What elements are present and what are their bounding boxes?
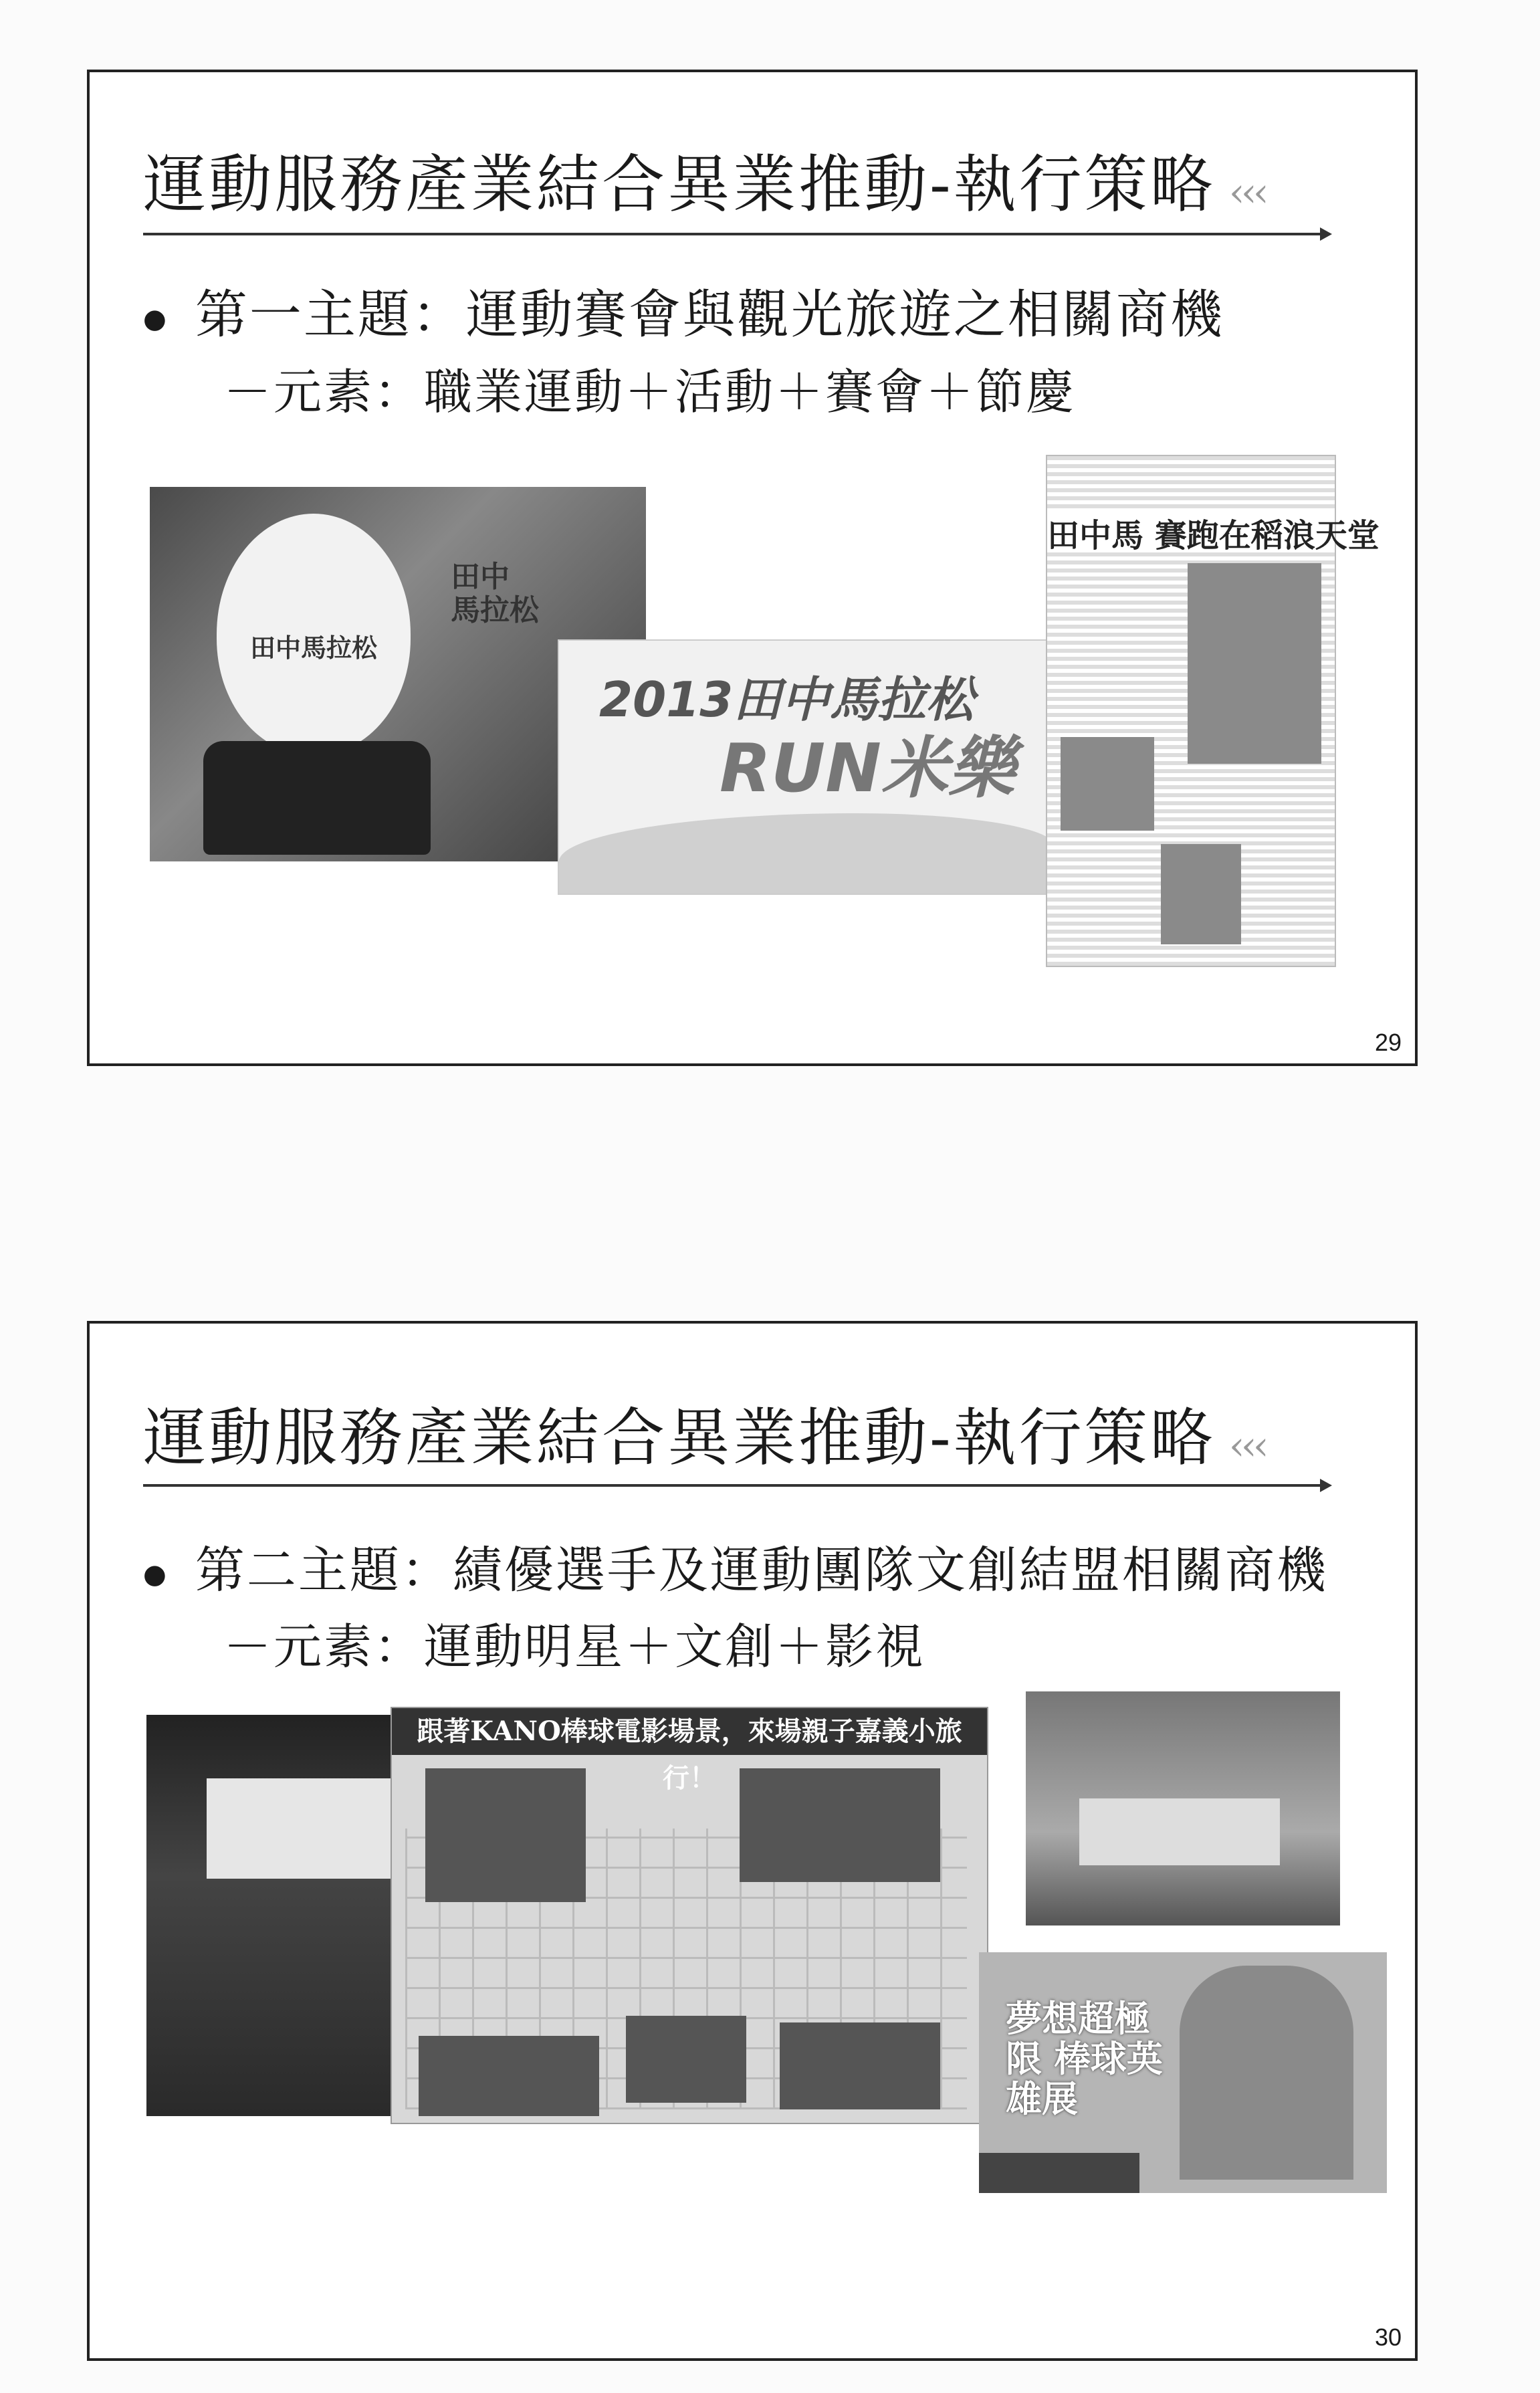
slide-title: 運動服務產業結合異業推動-執行策略 ‹‹‹: [143, 1402, 1265, 1475]
sub-elements: －元素：職業運動＋活動＋賽會＋節慶: [223, 364, 1077, 420]
map-callout: [425, 1768, 586, 1902]
shop-photo: [1026, 1691, 1340, 1926]
news-photo: [1161, 844, 1241, 944]
map-callout: [626, 2016, 746, 2103]
map-callout: [780, 2022, 940, 2109]
title-rule: [143, 233, 1327, 235]
box-plaque: [207, 1778, 401, 1879]
page-number: 29: [1374, 1029, 1402, 1056]
poster-subtitle: RUN米樂: [720, 729, 1015, 807]
newspaper-clipping: [1046, 455, 1380, 967]
display-table: [1079, 1798, 1280, 1865]
poster-hill: [559, 813, 1054, 894]
exhibit-title: 夢想超極限 棒球英雄展: [1006, 1998, 1163, 2120]
map-banner: 跟著KANO棒球電影場景，來場親子嘉義小旅行！: [392, 1708, 987, 1755]
player-figure: [1180, 1966, 1353, 2180]
slide-30: [87, 1321, 1418, 2361]
slide-title: 運動服務產業結合異業推動-執行策略 ‹‹‹: [143, 148, 1265, 221]
bullet-theme: ● 第一主題：運動賽會與觀光旅遊之相關商機: [143, 285, 1224, 345]
exhibit-footer: [979, 2153, 1139, 2193]
map-callout: [419, 2036, 599, 2116]
run-poster-image: [558, 639, 1055, 895]
bullet-theme: ● 第二主題：績優選手及運動團隊文創結盟相關商機: [143, 1542, 1328, 1599]
bullet-icon: ●: [143, 1558, 169, 1590]
kano-tour-map: [391, 1707, 988, 2124]
chevron-decoration: ‹‹‹: [1228, 1423, 1265, 1469]
baseball-exhibit-poster: [979, 1952, 1387, 2193]
newspaper-headline: 田中馬 賽跑在稻浪天堂: [1047, 510, 1335, 550]
page-number: 30: [1374, 2323, 1402, 2351]
marathon-sign: 田中 馬拉松: [451, 560, 539, 627]
news-photo: [1061, 737, 1154, 831]
poster-title: 2013田中馬拉松: [599, 671, 974, 728]
title-rule: [143, 1484, 1327, 1487]
sub-elements: －元素：運動明星＋文創＋影視: [223, 1619, 926, 1675]
trophy-base: [203, 741, 431, 855]
bullet-icon: ●: [143, 303, 169, 334]
trophy-egg: 田中馬拉松: [217, 514, 411, 754]
slide-29: [87, 70, 1418, 1066]
news-photo: [1188, 563, 1321, 764]
map-callout: [740, 1768, 940, 1882]
chevron-decoration: ‹‹‹: [1228, 169, 1265, 216]
